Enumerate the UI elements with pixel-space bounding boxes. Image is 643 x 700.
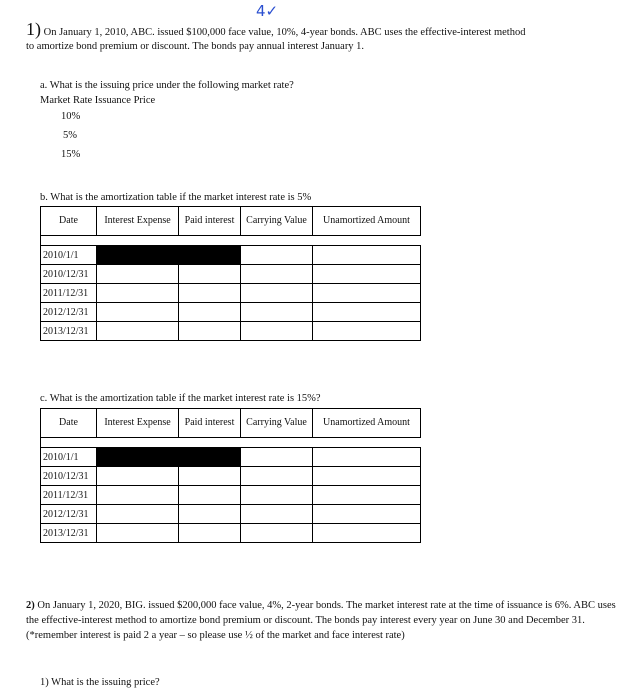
question-2-number: 2) (26, 600, 35, 611)
part-a-header: Market Rate Issuance Price (40, 95, 156, 106)
answer-cell[interactable] (241, 265, 313, 284)
date-cell: 2010/12/31 (41, 265, 97, 284)
table-row (41, 524, 421, 543)
question-1-number: 1) (26, 19, 41, 39)
date-cell: 2010/12/31 (41, 467, 97, 486)
column-header: Unamortized Amount (313, 409, 421, 438)
date-cell: 2013/12/31 (41, 322, 97, 341)
table-row (41, 448, 421, 467)
part-a-question: a. What is the issuing price under the following market rate? (40, 80, 294, 91)
answer-cell[interactable] (179, 284, 241, 303)
table-row (41, 505, 421, 524)
answer-cell[interactable] (97, 303, 179, 322)
answer-cell[interactable] (313, 524, 421, 543)
column-header: Paid interest (179, 207, 241, 236)
date-cell: 2011/12/31 (41, 284, 97, 303)
table-row (41, 322, 421, 341)
answer-cell[interactable] (97, 265, 179, 284)
question-2-text (26, 598, 616, 643)
column-header: Interest Expense (97, 207, 179, 236)
table-row (41, 265, 421, 284)
date-cell: 2012/12/31 (41, 505, 97, 524)
column-header: Unamortized Amount (313, 207, 421, 236)
column-header: Interest Expense (97, 409, 179, 438)
answer-cell[interactable] (97, 486, 179, 505)
handwritten-checkmark: 4✓ (256, 2, 279, 20)
answer-cell[interactable] (97, 505, 179, 524)
amortization-table-15pct (40, 408, 421, 543)
column-header: Date (41, 409, 97, 438)
answer-cell[interactable] (313, 467, 421, 486)
question-1-text-line1: On January 1, 2010, ABC. issued $100,000 face value, 10%, 4-year bonds. ABC uses the effective-interest method (43, 27, 526, 38)
answer-cell[interactable] (97, 322, 179, 341)
answer-cell[interactable] (179, 467, 241, 486)
answer-cell[interactable] (97, 524, 179, 543)
answer-cell[interactable] (241, 246, 313, 265)
date-cell: 2010/1/1 (41, 246, 97, 265)
table-header-row (41, 207, 421, 236)
date-cell: 2013/12/31 (41, 524, 97, 543)
question-2-intro: On January 1, 2020, BIG. issued $200,000 face value, 4%, 2-year bonds. The market interest rate at the time of issuance is 6%. ABC uses the effective-interest method to amortize bond premium or discount. The bonds pay interest every year on June 30 and December 31. (*remember interest is paid 2 a year – so please use ½ of the market and face interest rate) (26, 600, 616, 641)
answer-cell[interactable] (241, 486, 313, 505)
answer-cell[interactable] (179, 524, 241, 543)
blacked-out-cell (97, 246, 179, 265)
answer-cell[interactable] (313, 448, 421, 467)
answer-cell[interactable] (313, 322, 421, 341)
date-cell: 2012/12/31 (41, 303, 97, 322)
question-1-intro (26, 19, 525, 40)
question-1-text-line2: to amortize bond premium or discount. The bonds pay annual interest January 1. (26, 41, 365, 52)
part-c-question: c. What is the amortization table if the market interest rate is 15%? (40, 393, 321, 404)
blacked-out-cell (97, 448, 179, 467)
column-header: Paid interest (179, 409, 241, 438)
table-row (41, 467, 421, 486)
answer-cell[interactable] (241, 505, 313, 524)
answer-cell[interactable] (97, 284, 179, 303)
answer-cell[interactable] (179, 303, 241, 322)
answer-cell[interactable] (241, 467, 313, 486)
answer-cell[interactable] (241, 303, 313, 322)
answer-cell[interactable] (241, 284, 313, 303)
rate-10: 10% (61, 111, 81, 122)
column-header: Carrying Value (241, 207, 313, 236)
answer-cell[interactable] (313, 505, 421, 524)
column-header: Date (41, 207, 97, 236)
answer-cell[interactable] (179, 265, 241, 284)
blacked-out-cell (179, 246, 241, 265)
answer-cell[interactable] (313, 303, 421, 322)
date-cell: 2010/1/1 (41, 448, 97, 467)
answer-cell[interactable] (179, 486, 241, 505)
question-2-sub1: 1) What is the issuing price? (40, 677, 160, 688)
rate-5: 5% (63, 130, 77, 141)
answer-cell[interactable] (313, 284, 421, 303)
answer-cell[interactable] (313, 265, 421, 284)
table-row (41, 486, 421, 505)
answer-cell[interactable] (313, 246, 421, 265)
answer-cell[interactable] (241, 448, 313, 467)
table-row (41, 303, 421, 322)
blacked-out-cell (179, 448, 241, 467)
amortization-table-5pct (40, 206, 421, 341)
answer-cell[interactable] (179, 505, 241, 524)
answer-cell[interactable] (241, 322, 313, 341)
column-header: Carrying Value (241, 409, 313, 438)
table-row (41, 284, 421, 303)
answer-cell[interactable] (179, 322, 241, 341)
table-row (41, 246, 421, 265)
table-header-row (41, 409, 421, 438)
answer-cell[interactable] (241, 524, 313, 543)
answer-cell[interactable] (313, 486, 421, 505)
part-b-question: b. What is the amortization table if the market interest rate is 5% (40, 192, 312, 203)
rate-15: 15% (61, 149, 81, 160)
date-cell: 2011/12/31 (41, 486, 97, 505)
answer-cell[interactable] (97, 467, 179, 486)
